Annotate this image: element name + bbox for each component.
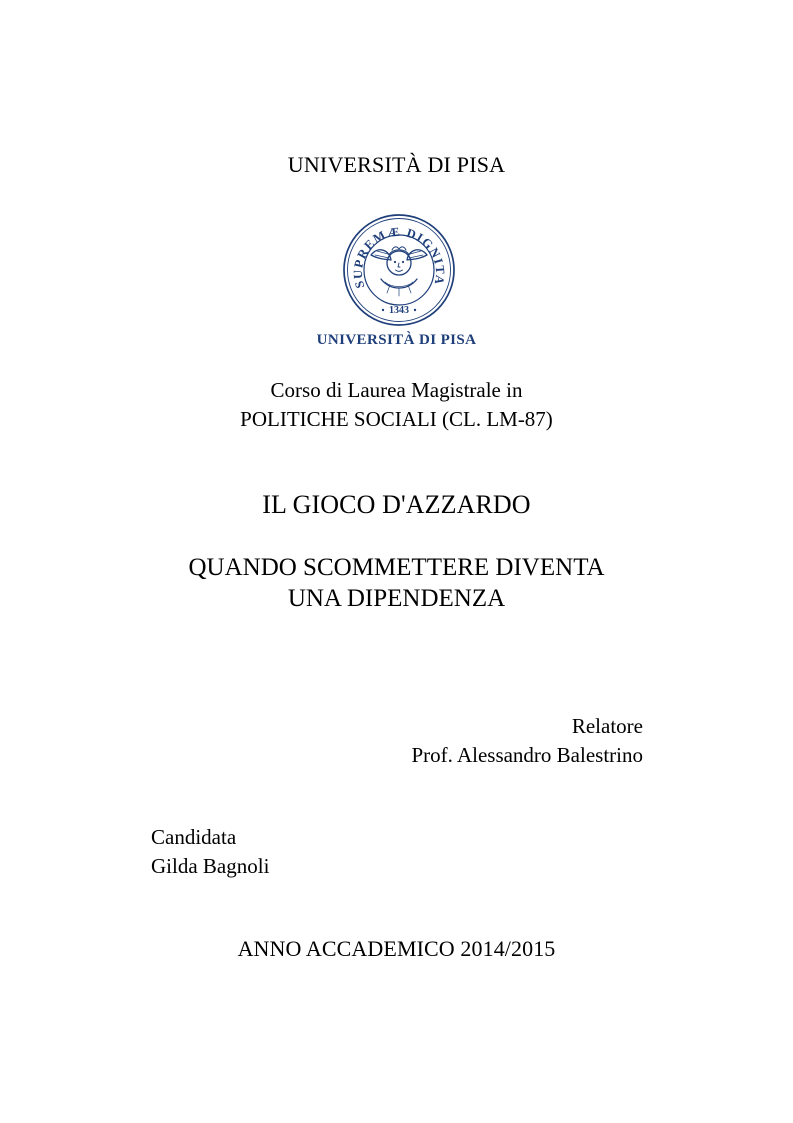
seal-motto: IN SUPREMÆ DIGNITATIS [336, 201, 448, 290]
seal-year-dot-right [414, 309, 416, 311]
supervisor-role: Relatore [571, 714, 643, 738]
thesis-title: IL GIOCO D'AZZARDO [262, 490, 531, 519]
course-of-study-line-2: POLITICHE SOCIALI (CL. LM-87) [240, 407, 553, 431]
university-seal-logo [336, 201, 456, 328]
candidate-role: Candidata [151, 825, 237, 849]
candidate-name: Gilda Bagnoli [151, 854, 270, 878]
university-heading: UNIVERSITÀ DI PISA [287, 152, 506, 177]
academic-year: ANNO ACCADEMICO 2014/2015 [237, 936, 556, 961]
seal-year-dot-left [382, 309, 384, 311]
seal-year: 1343 [389, 305, 409, 316]
thesis-subtitle-line-1: QUANDO SCOMMETTERE DIVENTA [188, 554, 605, 581]
course-of-study-line-1: Corso di Laurea Magistrale in [270, 378, 523, 402]
logo-caption: UNIVERSITÀ DI PISA [316, 332, 477, 348]
supervisor-name: Prof. Alessandro Balestrino [411, 743, 643, 767]
thesis-subtitle-line-2: UNA DIPENDENZA [287, 585, 506, 612]
